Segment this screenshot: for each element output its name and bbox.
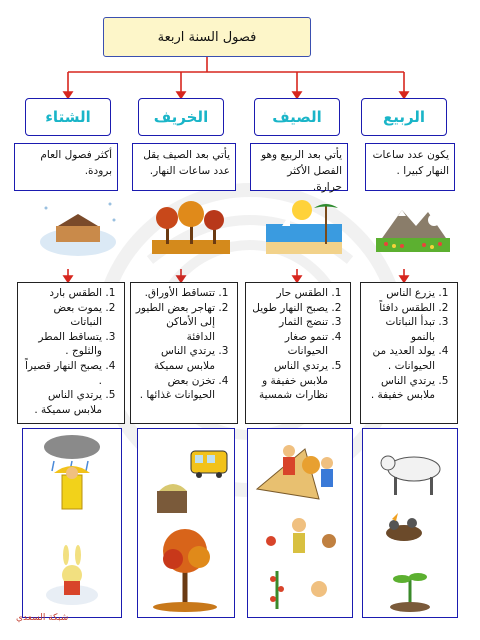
autumn-trees-illustration: [150, 196, 232, 268]
season-name: الشتاء: [45, 108, 91, 126]
signature: شبكة السعدي: [16, 613, 69, 623]
list-item: 3. يتساقط المطر والثلوج .: [22, 330, 102, 359]
spring-mountain-illustration: [372, 196, 454, 268]
list-item: 1. الطقس حار: [250, 286, 328, 301]
autumn-picture-box: [137, 428, 235, 618]
season-header-spring: [361, 98, 447, 136]
autumn-description: يأتي بعد الصيف يقل عدد ساعات النهار.: [132, 143, 236, 191]
winter-picture-box: [22, 428, 122, 618]
list-item: 4. تخزن بعض الحيوانات غذائها .: [135, 374, 215, 403]
list-item: 2. يصبح النهار طويل: [250, 301, 328, 316]
season-name: الخريف: [153, 108, 209, 126]
list-item: 4. يولد العديد من الحيوانات .: [365, 344, 435, 373]
list-item: 3. تبدأ النباتات بالنمو: [365, 315, 435, 344]
winter-description: أكثر فصول العام برودة.: [14, 143, 118, 191]
winter-facts-list: [17, 282, 125, 424]
season-header-winter: [25, 98, 111, 136]
list-item: 1. الطقس بارد: [22, 286, 102, 301]
list-item: 2. الطقس دافئاً: [365, 301, 435, 316]
list-item: 2. يموت بعض النباتات: [22, 301, 102, 330]
season-name: الصيف: [272, 108, 322, 126]
list-item: 3. يرتدي الناس ملابس سميكة: [135, 344, 215, 373]
spring-animals-plants-illustration: [364, 429, 457, 616]
season-name: الربيع: [382, 108, 426, 126]
summer-activities-illustration: [249, 429, 352, 616]
list-item: 5. يرتدي الناس ملابس سميكة .: [22, 388, 102, 417]
spring-picture-box: [362, 428, 458, 618]
summer-beach-illustration: [262, 196, 346, 268]
list-item: 2. تهاجر بعض الطيور إلى الأماكن الدافئة: [135, 301, 215, 345]
list-item: 4. تنمو صغار الحيوانات: [250, 330, 328, 359]
winter-snow-house-illustration: [38, 196, 120, 268]
autumn-facts-list: [130, 282, 238, 424]
spring-facts-list: [360, 282, 458, 424]
season-header-autumn: [138, 98, 224, 136]
list-item: 5. يرتدي الناس ملابس خفيفة و نظارات شمسية: [250, 359, 328, 403]
list-item: 1. يزرع الناس: [365, 286, 435, 301]
list-item: 3. تنضج الثمار: [250, 315, 328, 330]
autumn-scene-illustration: [139, 429, 234, 616]
winter-scene-illustration: [24, 429, 121, 616]
list-item: 1. تتساقط الأوراق.: [135, 286, 215, 301]
season-header-summer: [254, 98, 340, 136]
summer-description: يأتي بعد الربيع وهو الفصل الأكثر حرارة.: [250, 143, 348, 191]
spring-description: يكون عدد ساعات النهار كبيرا .: [365, 143, 455, 191]
diagram-title: فصول السنة اربعة: [103, 17, 311, 57]
list-item: 5. يرتدي الناس ملابس خفيفة .: [365, 374, 435, 403]
summer-picture-box: [247, 428, 353, 618]
list-item: 4. يصبح النهار قصيراً .: [22, 359, 102, 388]
summer-facts-list: [245, 282, 351, 424]
